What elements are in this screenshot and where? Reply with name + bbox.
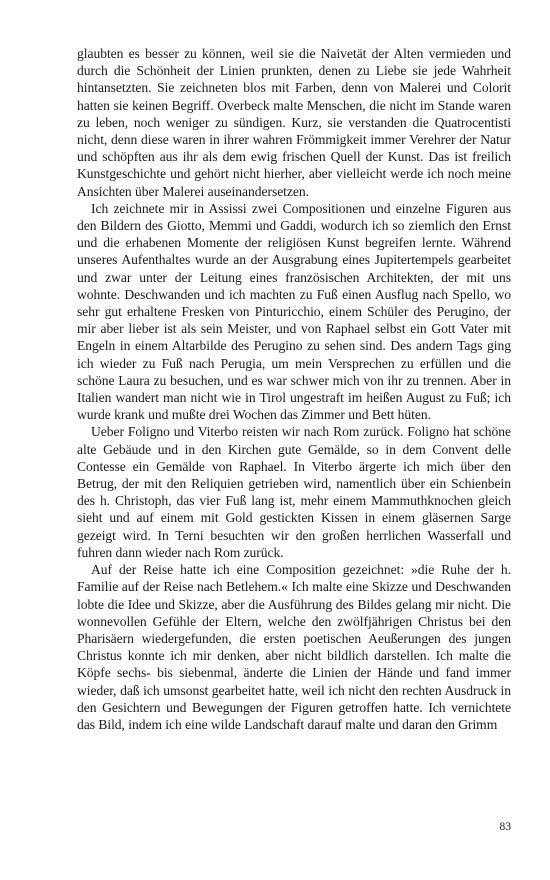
paragraph-foligno-viterbo: Ueber Foligno und Viterbo reisten wir nach Rom zurück. Foligno hat schöne alte Gebäude und in den Kirchen gute Gemälde, so in dem Convent delle Contesse ein Gemälde von Raphael. In Viterbo ärgerte ich mich über den Betrug, der mit den Reliquien getrieben wird, namentlich über ein Schienbein des h. Christoph, das vier Fuß lang ist, mehr einem Mammuthknochen gleich sieht und auf einem mit Gold gestickten Kissen in einem gläsernen Sarge gezeigt wird. In Terni besuchten wir den großen herrlichen Wasserfall und fuhren dann wieder nach Rom zurück. (77, 424, 511, 560)
book-page (77, 45, 511, 733)
page-number: 83 (499, 821, 511, 833)
paragraph-continuation: glaubten es besser zu können, weil sie die Naivetät der Alten vermieden und durch die Schönheit der Linien prunkten, denen zu Liebe sie jede Wahrheit hintansetzten. Sie zeichneten blos mit Farben, denn von Malerei und Colorit hatten sie keinen Begriff. Overbeck malte Menschen, die nicht im Stande waren zu leben, noch weniger zu sündigen. Kurz, sie verstanden die Quatrocentisti nicht, denn diese waren in ihrer wahren Frömmigkeit immer Verehrer der Natur und schöpften aus ihr als dem ewig frischen Quell der Kunst. Das ist freilich Kunstgeschichte und gehört nicht hierher, aber vielleicht werde ich noch meine Ansichten über Malerei auseinandersetzen. (77, 46, 511, 199)
body-text (77, 45, 511, 733)
paragraph-assissi: Ich zeichnete mir in Assissi zwei Compositionen und einzelne Figuren aus den Bildern des Giotto, Memmi und Gaddi, wodurch ich so ziemlich den Ernst und die erhabenen Momente der religiösen Kunst begreifen lernte. Während unseres Aufenthaltes wurde an der Ausgrabung eines Jupitertempels gearbeitet und zwar unter der Leitung eines französischen Architekten, der mit uns wohnte. Deschwanden und ich machten zu Fuß einen Ausflug nach Spello, wo sehr gut erhaltene Fresken von Pinturicchio, einem Schüler des Perugino, der mir aber lieber ist als sein Meister, und von Raphael selbst ein Gott Vater mit Engeln in einem Altarbilde des Perugino zu sehen sind. Des andern Tags ging ich wieder zu Fuß nach Perugia, um mein Versprechen zu erfüllen und die schöne Laura zu besuchen, und es war schwer mich von ihr zu trennen. Aber in Italien wandert man nicht wie in Tirol ungestraft im heißen August zu Fuß; ich wurde krank und mußte drei Wochen das Zimmer und Bett hüten. (77, 200, 511, 423)
paragraph-composition: Auf der Reise hatte ich eine Composition gezeichnet: »die Ruhe der h. Familie auf der Reise nach Betlehem.« Ich malte eine Skizze und Deschwanden lobte die Idee und Skizze, aber die Ausführung des Bildes gelang mir nicht. Die wonnevollen Gefühle der Eltern, welche den zwölfjährigen Christus bei den Pharisäern wiedergefunden, die ersten poetischen Aeußerungen des jungen Christus konnte ich mir denken, aber nicht bildlich darstellen. Ich malte die Köpfe sechs- bis siebenmal, änderte die Linien der Hände und fand immer wieder, daß ich umsonst gearbeitet hatte, weil ich nicht den rechten Ausdruck in den Gesichtern und Bewegungen der Figuren getroffen hatte. Ich vernichtete das Bild, indem ich eine wilde Landschaft darauf malte und daran den Grimm (77, 562, 511, 732)
